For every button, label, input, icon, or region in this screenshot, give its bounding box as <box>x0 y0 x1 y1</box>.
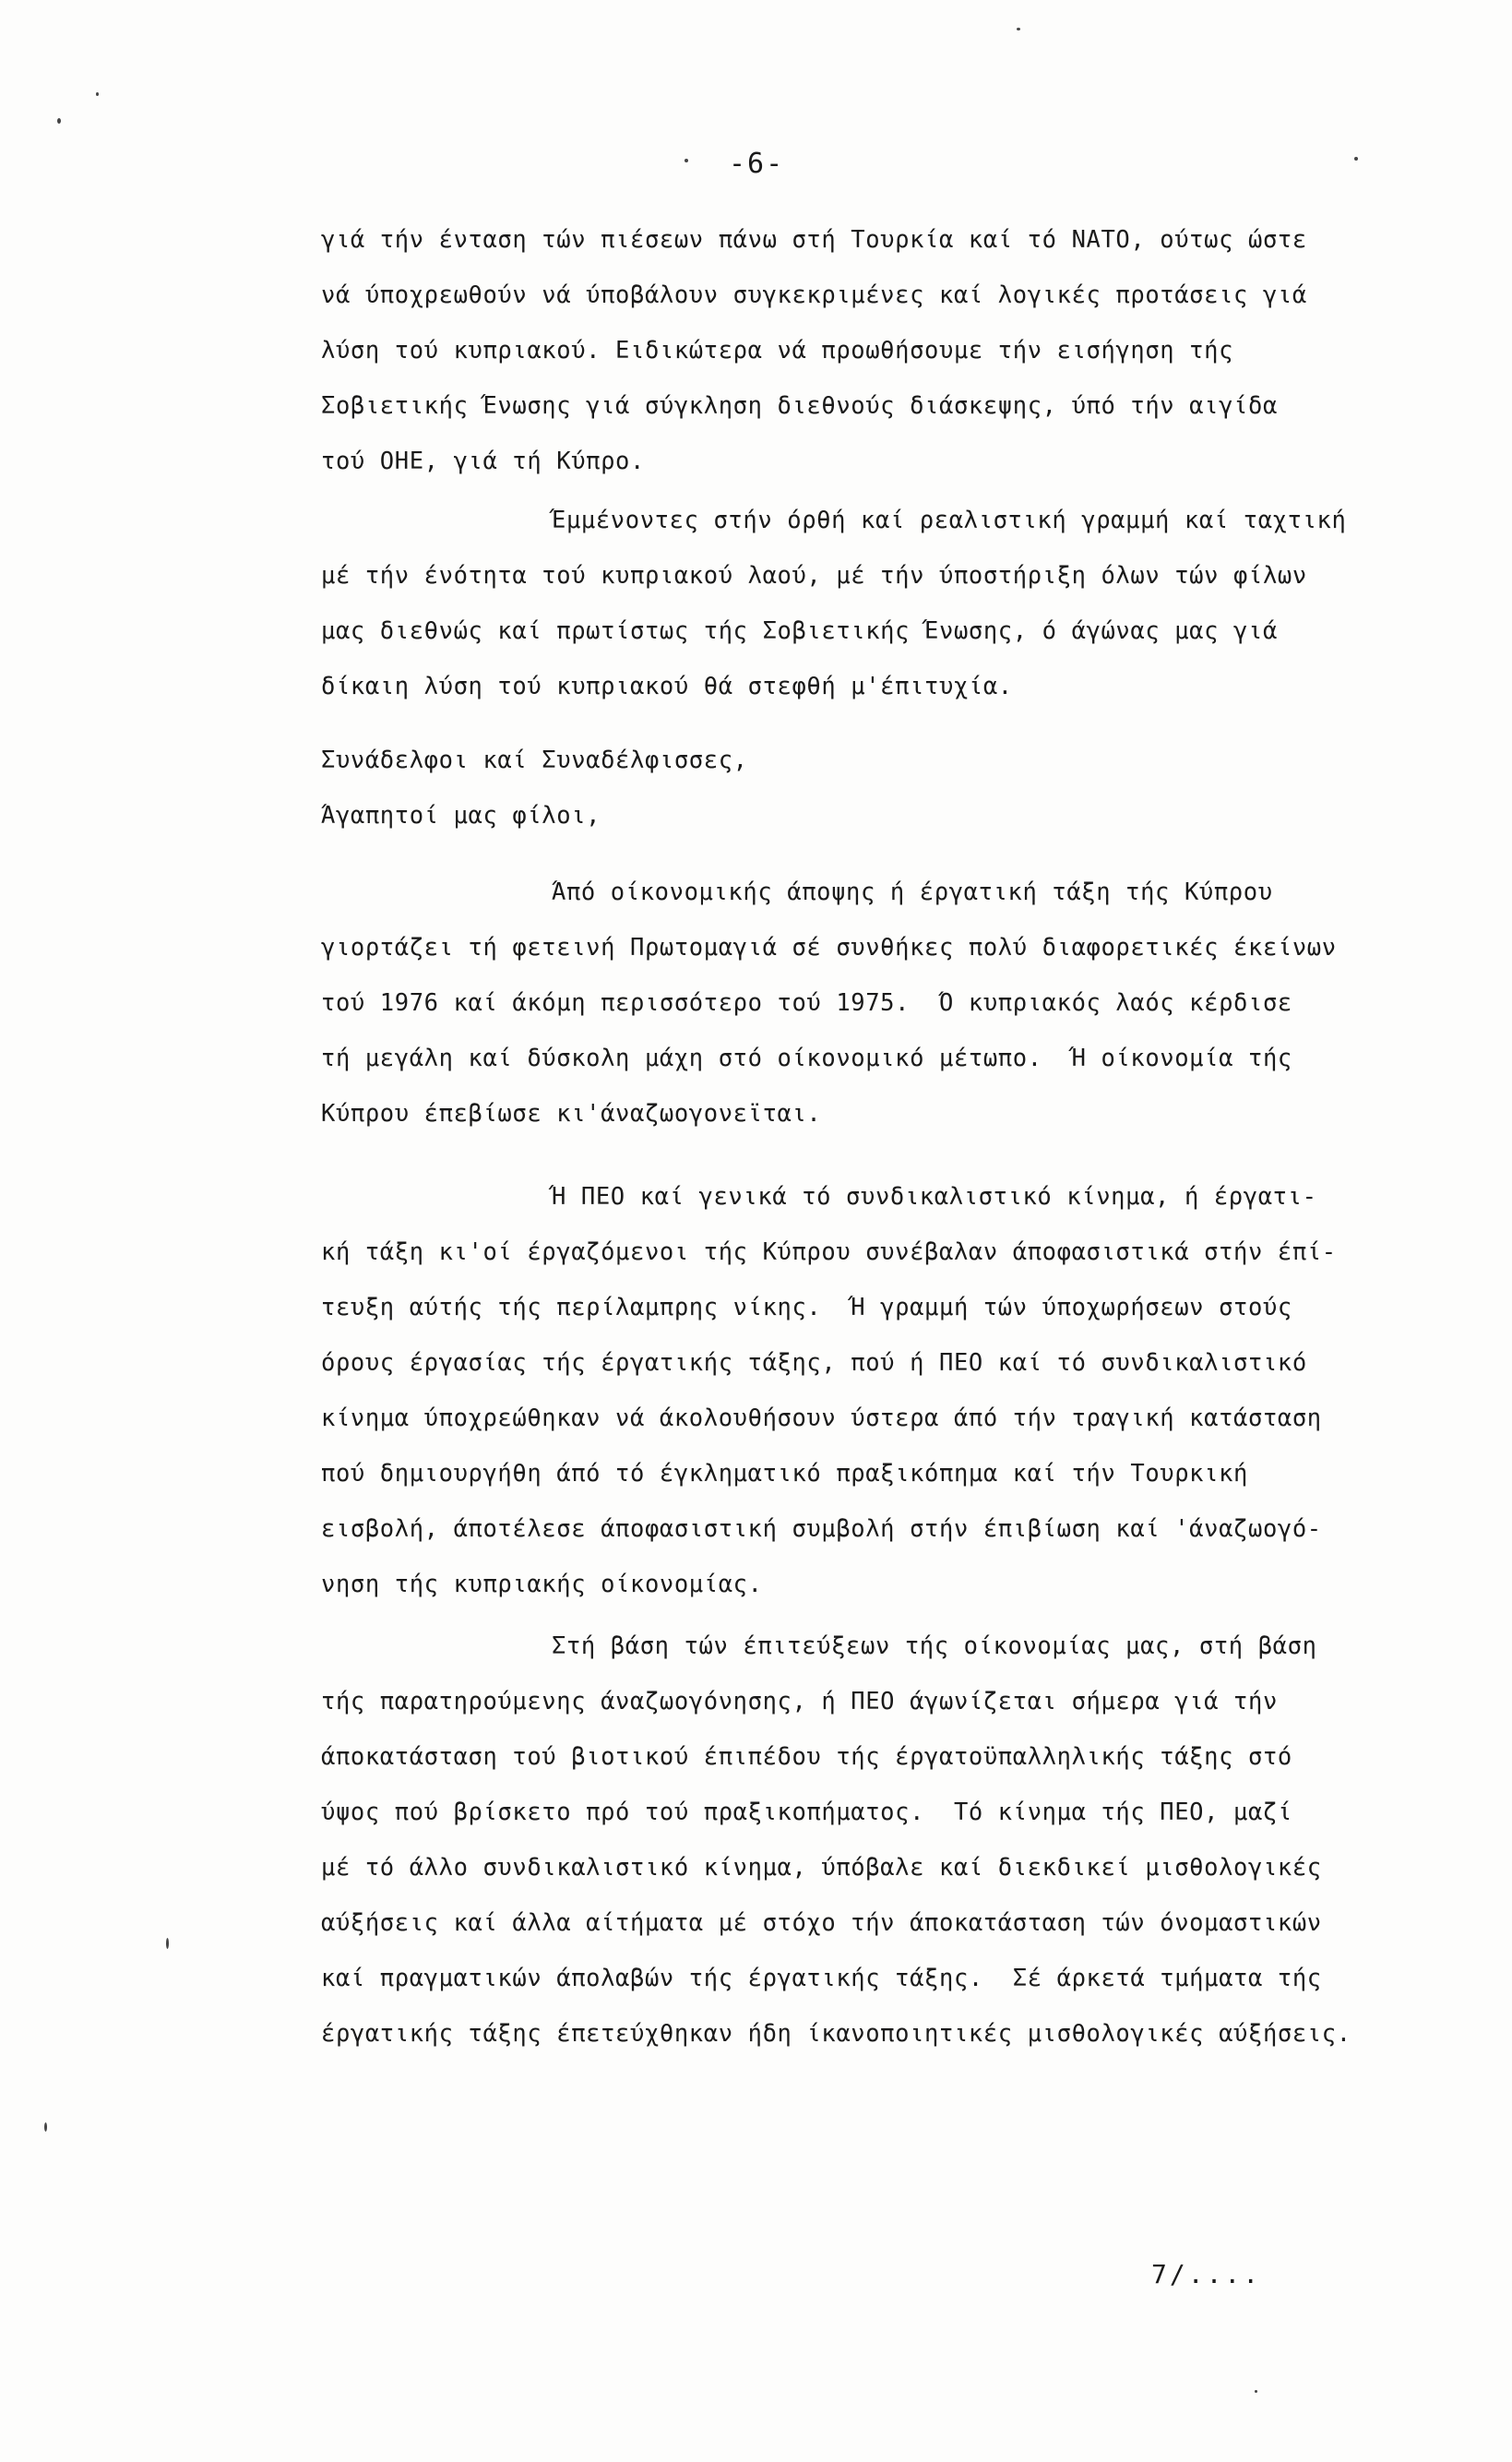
scan-speck <box>166 1938 169 1949</box>
text-line: Ή ΠΕΟ καί γενικά τό συνδικαλιστικό κίνημα, ή έργατι- <box>552 1183 1317 1211</box>
text-line: Κύπρου έπεβίωσε κι'άναζωογονεϊται. <box>321 1100 822 1128</box>
text-line: νά ύποχρεωθούν νά ύποβάλουν συγκεκριμένες καί λογικές προτάσεις γιά <box>321 281 1307 309</box>
text-line: Έμμένοντες στήν όρθή καί ρεαλιστική γραμμή καί ταχτική <box>552 507 1347 534</box>
text-line: κή τάξη κι'οί έργαζόμενοι τής Κύπρου συνέβαλαν άποφασιστικά στήν έπί- <box>321 1238 1337 1266</box>
text-line: λύση τού κυπριακού. Ειδικώτερα νά προωθήσουμε τήν εισήγηση τής <box>321 337 1234 365</box>
salutation: Άγαπητοί μας φίλοι, <box>321 802 601 830</box>
text-line: εισβολή, άποτέλεσε άποφασιστική συμβολή στήν έπιβίωση καί 'άναζωογό- <box>321 1515 1322 1543</box>
text-line: τή μεγάλη καί δύσκολη μάχη στό οίκονομικό μέτωπο. Ή οίκονομία τής <box>321 1045 1292 1072</box>
text-line: μέ τό άλλο συνδικαλιστικό κίνημα, ύπόβαλε καί διεκδικεί μισθολογικές <box>321 1854 1322 1882</box>
text-line: άποκατάσταση τού βιοτικού έπιπέδου τής έργατοϋπαλληλικής τάξης στό <box>321 1743 1292 1771</box>
scan-speck <box>57 118 61 124</box>
text-line: τού ΟΗΕ, γιά τή Κύπρο. <box>321 448 645 475</box>
text-line: πού δημιουργήθη άπό τό έγκληματικό πραξικόπημα καί τήν Τουρκική <box>321 1460 1248 1488</box>
scan-speck <box>44 2122 47 2132</box>
scan-speck <box>1354 157 1358 161</box>
text-line: νηση τής κυπριακής οίκονομίας. <box>321 1571 763 1598</box>
text-line: μέ τήν ένότητα τού κυπριακού λαού, μέ τήν ύποστήριξη όλων τών φίλων <box>321 562 1307 590</box>
text-line: τού 1976 καί άκόμη περισσότερο τού 1975. Ό κυπριακός λαός κέρδισε <box>321 989 1292 1017</box>
scan-speck <box>1255 2390 1257 2393</box>
text-line: γιορτάζει τή φετεινή Πρωτομαγιά σέ συνθήκες πολύ διαφορετικές έκείνων <box>321 934 1337 962</box>
text-line: Σοβιετικής Ένωσης γιά σύγκληση διεθνούς διάσκεψης, ύπό τήν αιγίδα <box>321 392 1278 420</box>
text-line: Στή βάση τών έπιτεύξεων τής οίκονομίας μας, στή βάση <box>552 1632 1317 1660</box>
text-line: Άπό οίκονομικής άποψης ή έργατική τάξη τής Κύπρου <box>552 878 1273 906</box>
text-line: δίκαιη λύση τού κυπριακού θά στεφθή μ'έπιτυχία. <box>321 673 1013 700</box>
continuation-marker: 7/.... <box>1151 2259 1262 2289</box>
text-line: έργατικής τάξης έπετεύχθηκαν ήδη ίκανοποιητικές μισθολογικές αύξήσεις. <box>321 2020 1351 2048</box>
scan-speck <box>96 92 99 96</box>
text-line: όρους έργασίας τής έργατικής τάξης, πού ή ΠΕΟ καί τό συνδικαλιστικό <box>321 1349 1307 1377</box>
text-line: ύψος πού βρίσκετο πρό τού πραξικοπήματος. Τό κίνημα τής ΠΕΟ, μαζί <box>321 1799 1292 1826</box>
scan-speck <box>685 159 688 162</box>
text-line: καί πραγματικών άπολαβών τής έργατικής τάξης. Σέ άρκετά τμήματα τής <box>321 1965 1322 1992</box>
text-line: τευξη αύτής τής περίλαμπρης νίκης. Ή γραμμή τών ύποχωρήσεων στούς <box>321 1294 1292 1321</box>
text-line: μας διεθνώς καί πρωτίστως τής Σοβιετικής Ένωσης, ό άγώνας μας γιά <box>321 617 1278 645</box>
text-line: κίνημα ύποχρεώθηκαν νά άκολουθήσουν ύστερα άπό τήν τραγική κατάσταση <box>321 1404 1322 1432</box>
scan-speck <box>1017 28 1020 30</box>
salutation: Συνάδελφοι καί Συναδέλφισσες, <box>321 747 748 774</box>
page-number: -6- <box>729 148 785 180</box>
text-line: γιά τήν ένταση τών πιέσεων πάνω στή Τουρκία καί τό ΝΑΤΟ, ούτως ώστε <box>321 226 1307 254</box>
text-line: τής παρατηρούμενης άναζωογόνησης, ή ΠΕΟ άγωνίζεται σήμερα γιά τήν <box>321 1688 1278 1715</box>
text-line: αύξήσεις καί άλλα αίτήματα μέ στόχο τήν άποκατάσταση τών όνομαστικών <box>321 1909 1322 1937</box>
